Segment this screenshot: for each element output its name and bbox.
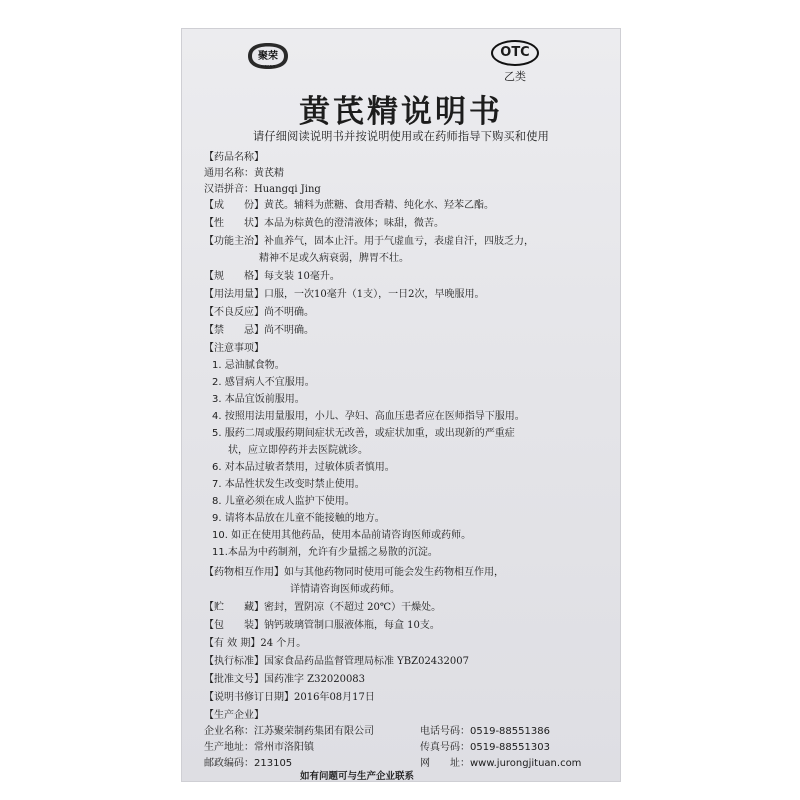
package-row bbox=[204, 619, 440, 633]
manufacturer-section bbox=[204, 709, 264, 723]
usage-label: 【用法用量】 bbox=[204, 289, 264, 300]
precautions-section bbox=[204, 342, 264, 356]
precaution-item: 5. 服药二周或服药期间症状无改善，或症状加重，或出现新的严重症 bbox=[212, 428, 515, 439]
character-label: 【性 状】 bbox=[204, 218, 264, 229]
interactions-label: 【药物相互作用】 bbox=[204, 567, 284, 578]
pinyin-label: 汉语拼音： bbox=[204, 184, 254, 195]
package-value: 钠钙玻璃管制口服液体瓶，每盒 10支。 bbox=[264, 620, 440, 631]
precaution-item: 4. 按照用法用量服用，小儿、孕妇、高血压患者应在医师指导下服用。 bbox=[212, 411, 525, 422]
revision-row bbox=[204, 691, 375, 705]
specification-value: 每支装 10毫升。 bbox=[264, 271, 340, 282]
manufacturer-row bbox=[420, 741, 550, 755]
revision-value: 2016年08月17日 bbox=[294, 692, 375, 703]
adverse-value: 尚不明确。 bbox=[264, 307, 314, 318]
otc-class-label: 乙类 bbox=[504, 70, 526, 83]
precaution-item: 9. 请将本品放在儿童不能接触的地方。 bbox=[212, 513, 385, 524]
manufacturer-row-value: 0519-88551386 bbox=[470, 726, 550, 737]
manufacturer-row-label: 生产地址： bbox=[204, 742, 254, 753]
validity-value: 24 个月。 bbox=[260, 638, 307, 649]
specification-label: 【规 格】 bbox=[204, 271, 264, 282]
contraindication-label: 【禁 忌】 bbox=[204, 325, 264, 336]
contraindication-row bbox=[204, 324, 314, 338]
composition-value: 黄芪。辅料为蔗糖、食用香精、纯化水、羟苯乙酯。 bbox=[264, 200, 494, 211]
composition-label: 【成 份】 bbox=[204, 200, 264, 211]
manufacturer-row-value: 常州市洛阳镇 bbox=[254, 742, 314, 753]
indications-value: 补血养气，固本止汗。用于气虚血亏，表虚自汗，四肢乏力， bbox=[264, 236, 534, 247]
footer-note: 如有问题可与生产企业联系 bbox=[300, 771, 415, 782]
page-title: 黄芪精说明书 bbox=[299, 94, 503, 130]
precaution-item: 2. 感冒病人不宜服用。 bbox=[212, 377, 315, 388]
indications-continuation: 精神不足或久病衰弱，脾胃不壮。 bbox=[259, 253, 409, 264]
character-row bbox=[204, 217, 444, 231]
precaution-item: 10. 如正在使用其他药品，使用本品前请咨询医师或药师。 bbox=[212, 530, 472, 541]
specification-row bbox=[204, 270, 340, 284]
standard-row bbox=[204, 655, 469, 669]
precaution-item-continuation: 状，应立即停药并去医院就诊。 bbox=[228, 445, 368, 456]
storage-label: 【贮 藏】 bbox=[204, 602, 264, 613]
approval-label: 【批准文号】 bbox=[204, 674, 264, 685]
manufacturer-row-label: 电话号码： bbox=[420, 726, 470, 737]
manufacturer-row-value: 江苏聚荣制药集团有限公司 bbox=[254, 726, 374, 737]
interactions-continuation: 详情请咨询医师或药师。 bbox=[290, 584, 400, 595]
pinyin-row bbox=[204, 183, 321, 197]
generic-name-value: 黄芪精 bbox=[254, 168, 284, 179]
adverse-label: 【不良反应】 bbox=[204, 307, 264, 318]
usage-row bbox=[204, 288, 484, 302]
manufacturer-row-label: 传真号码： bbox=[420, 742, 470, 753]
composition-row bbox=[204, 199, 494, 213]
approval-row bbox=[204, 673, 365, 687]
generic-name-label: 通用名称： bbox=[204, 168, 254, 179]
logo-text: 聚荣 bbox=[258, 51, 278, 62]
interactions-row bbox=[204, 566, 504, 580]
package-label: 【包 装】 bbox=[204, 620, 264, 631]
interactions-value: 如与其他药物同时使用可能会发生药物相互作用， bbox=[284, 567, 504, 578]
manufacturer-row-label: 邮政编码： bbox=[204, 758, 254, 769]
indications-row bbox=[204, 235, 534, 249]
usage-value: 口服，一次10毫升（1支），一日2次，早晚服用。 bbox=[264, 289, 485, 300]
manufacturer-row-value: 213105 bbox=[254, 758, 293, 769]
manufacturer-row-label: 企业名称： bbox=[204, 726, 254, 737]
manufacturer-row-value: www.jurongjituan.com bbox=[470, 758, 582, 769]
contraindication-value: 尚不明确。 bbox=[264, 325, 314, 336]
character-value: 本品为棕黄色的澄清液体；味甜，微苦。 bbox=[264, 218, 444, 229]
validity-row bbox=[204, 637, 306, 651]
approval-value: 国药准字 Z32020083 bbox=[264, 674, 366, 685]
generic-name-row bbox=[204, 167, 284, 181]
precaution-item: 6. 对本品过敏者禁用，过敏体质者慎用。 bbox=[212, 462, 395, 473]
drug-name-section bbox=[204, 151, 264, 165]
storage-row bbox=[204, 601, 441, 615]
manufacturer-row bbox=[420, 725, 550, 739]
precaution-item: 11.本品为中药制剂，允许有少量摇之易散的沉淀。 bbox=[212, 547, 438, 558]
precautions-label: 【注意事项】 bbox=[204, 343, 264, 354]
manufacturer-row bbox=[204, 757, 292, 771]
logo-subtext: JURONG bbox=[260, 64, 276, 69]
otc-badge: OTC bbox=[491, 40, 539, 66]
precaution-item: 7. 本品性状发生改变时禁止使用。 bbox=[212, 479, 365, 490]
precaution-item: 8. 儿童必须在成人监护下使用。 bbox=[212, 496, 355, 507]
manufacturer-label: 【生产企业】 bbox=[204, 710, 264, 721]
manufacturer-row bbox=[204, 741, 314, 755]
validity-label: 【有 效 期】 bbox=[204, 638, 261, 649]
page-subtitle: 请仔细阅读说明书并按说明使用或在药师指导下购买和使用 bbox=[252, 130, 550, 143]
storage-value: 密封，置阴凉（不超过 20℃）干燥处。 bbox=[264, 602, 442, 613]
section-label: 【药品名称】 bbox=[204, 152, 264, 163]
manufacturer-row-label: 网 址： bbox=[420, 758, 470, 769]
company-logo bbox=[244, 40, 292, 72]
manufacturer-row bbox=[420, 757, 581, 771]
manufacturer-row bbox=[204, 725, 374, 739]
adverse-row bbox=[204, 306, 314, 320]
indications-label: 【功能主治】 bbox=[204, 236, 264, 247]
precaution-item: 3. 本品宜饭前服用。 bbox=[212, 394, 305, 405]
revision-label: 【说明书修订日期】 bbox=[204, 692, 294, 703]
standard-value: 国家食品药品监督管理局标准 YBZ02432007 bbox=[264, 656, 469, 667]
standard-label: 【执行标准】 bbox=[204, 656, 264, 667]
manufacturer-row-value: 0519-88551303 bbox=[470, 742, 550, 753]
pinyin-value: Huangqi Jing bbox=[254, 184, 321, 195]
precaution-item: 1. 忌油腻食物。 bbox=[212, 360, 285, 371]
